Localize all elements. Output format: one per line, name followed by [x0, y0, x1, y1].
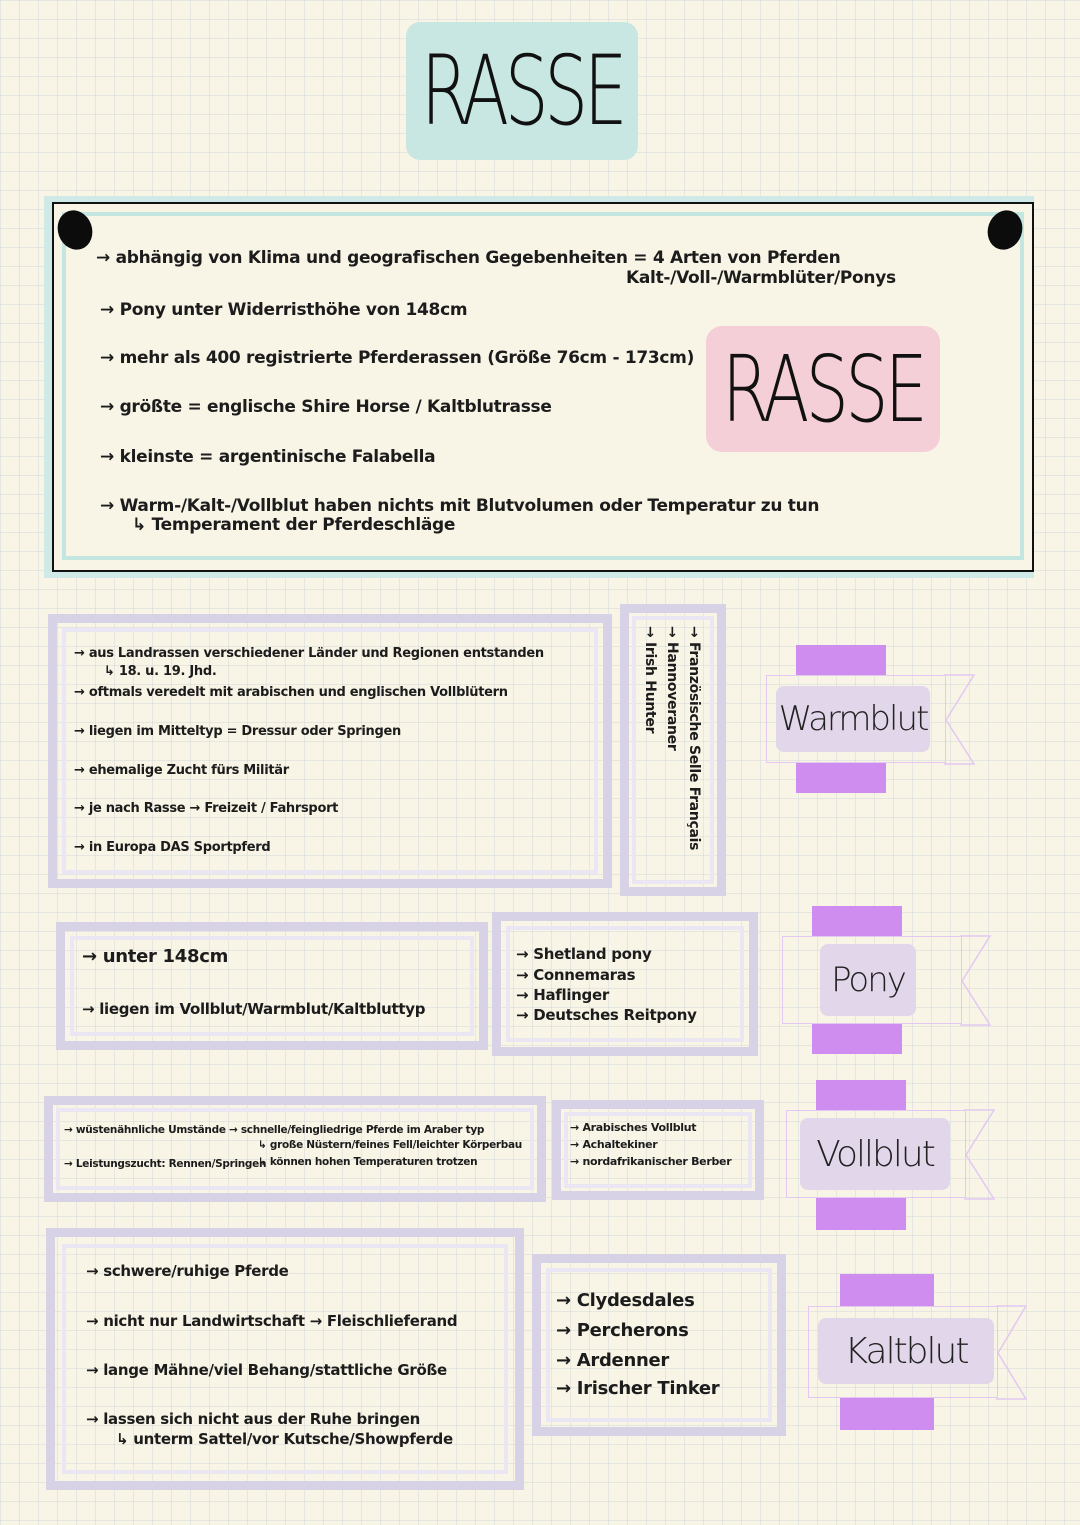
pony-tab-bottom	[812, 1024, 902, 1054]
warmblut-fact: → in Europa DAS Sportpferd	[74, 840, 271, 855]
info-line: → größte = englische Shire Horse / Kaltblutrasse	[100, 397, 552, 417]
vollblut-breed: → Arabisches Vollblut	[570, 1121, 697, 1134]
warmblut-tab-bottom	[796, 763, 886, 793]
pony-breed: → Haflinger	[516, 986, 609, 1004]
vollblut-breed: → Achaltekiner	[570, 1138, 658, 1151]
vollblut-label: Vollblut	[816, 1133, 934, 1175]
vollblut-tab-top	[816, 1080, 906, 1110]
ribbon-tail-icon	[964, 1109, 996, 1201]
pony-fact: → unter 148cm	[82, 946, 229, 967]
warmblut-fact: → ehemalige Zucht fürs Militär	[74, 763, 289, 778]
vollblut-tab-bottom	[816, 1198, 906, 1230]
pony-fact: → liegen im Vollblut/Warmblut/Kaltbluttyp	[82, 1000, 426, 1018]
kaltblut-fact: → lange Mähne/viel Behang/stattliche Größe	[86, 1361, 447, 1379]
info-line: → mehr als 400 registrierte Pferderassen (Größe 76cm - 173cm)	[100, 348, 695, 368]
warmblut-fact: → oftmals veredelt mit arabischen und englischen Vollblütern	[74, 685, 508, 700]
warmblut-fact: → liegen im Mitteltyp = Dressur oder Springen	[74, 724, 401, 739]
warmblut-fact: → aus Landrassen verschiedener Länder und Regionen entstanden	[74, 646, 544, 661]
pony-breeds-inner	[506, 926, 744, 1042]
ribbon-tail-icon	[944, 674, 976, 766]
info-line: → Warm-/Kalt-/Vollblut haben nichts mit Blutvolumen oder Temperatur zu tun	[100, 496, 820, 516]
warmblut-tab-top	[796, 645, 886, 675]
info-line: → abhängig von Klima und geografischen Gegebenheiten = 4 Arten von Pferden	[96, 248, 841, 268]
vollblut-fact: → Leistungszucht: Rennen/Springen	[64, 1158, 267, 1170]
kaltblut-tab-bottom	[840, 1398, 934, 1430]
pony-breed: → Deutsches Reitpony	[516, 1006, 697, 1024]
pony-tab-top	[812, 906, 902, 936]
kaltblut-fact: → lassen sich nicht aus der Ruhe bringen	[86, 1410, 420, 1428]
info-line: → kleinste = argentinische Falabella	[100, 447, 436, 467]
warmblut-breed: → Hannoveraner	[664, 626, 680, 751]
info-line: ↳ Temperament der Pferdeschläge	[132, 515, 456, 535]
vollblut-fact: ↳ große Nüstern/feines Fell/leichter Körperbau	[258, 1139, 522, 1151]
kaltblut-breed: → Clydesdales	[556, 1290, 695, 1311]
kaltblut-fact: → nicht nur Landwirtschaft → Fleischlieferand	[86, 1312, 458, 1330]
kaltblut-breed: → Irischer Tinker	[556, 1378, 720, 1399]
info-line: → Pony unter Widerristhöhe von 148cm	[100, 300, 468, 320]
rasse-badge: RASSE	[721, 335, 925, 443]
kaltblut-fact: ↳ unterm Sattel/vor Kutsche/Showpferde	[116, 1430, 453, 1448]
pony-breed: → Connemaras	[516, 966, 636, 984]
kaltblut-breed: → Ardenner	[556, 1350, 669, 1371]
kaltblut-label: Kaltblut	[844, 1330, 968, 1372]
info-line: Kalt-/Voll-/Warmblüter/Ponys	[626, 268, 896, 288]
kaltblut-tab-top	[840, 1274, 934, 1306]
warmblut-fact: → je nach Rasse → Freizeit / Fahrsport	[74, 801, 339, 816]
warmblut-fact: ↳ 18. u. 19. Jhd.	[104, 664, 217, 679]
kaltblut-fact: → schwere/ruhige Pferde	[86, 1262, 289, 1280]
pony-breed: → Shetland pony	[516, 945, 652, 963]
vollblut-fact: ↳ können hohen Temperaturen trotzen	[258, 1156, 478, 1168]
kaltblut-breed: → Percherons	[556, 1320, 689, 1341]
ribbon-tail-icon	[960, 935, 992, 1027]
ribbon-tail-icon	[996, 1305, 1028, 1401]
warmblut-breed: → Irish Hunter	[642, 626, 658, 734]
warmblut-breed: → Französische Selle Français	[686, 626, 702, 851]
page-title: RASSE	[420, 35, 624, 147]
vollblut-fact: → wüstenähnliche Umstände → schnelle/feingliedrige Pferde im Araber typ	[64, 1124, 485, 1136]
warmblut-label: Warmblut	[778, 699, 928, 739]
vollblut-breed: → nordafrikanischer Berber	[570, 1155, 732, 1168]
pony-label: Pony	[831, 960, 905, 1000]
